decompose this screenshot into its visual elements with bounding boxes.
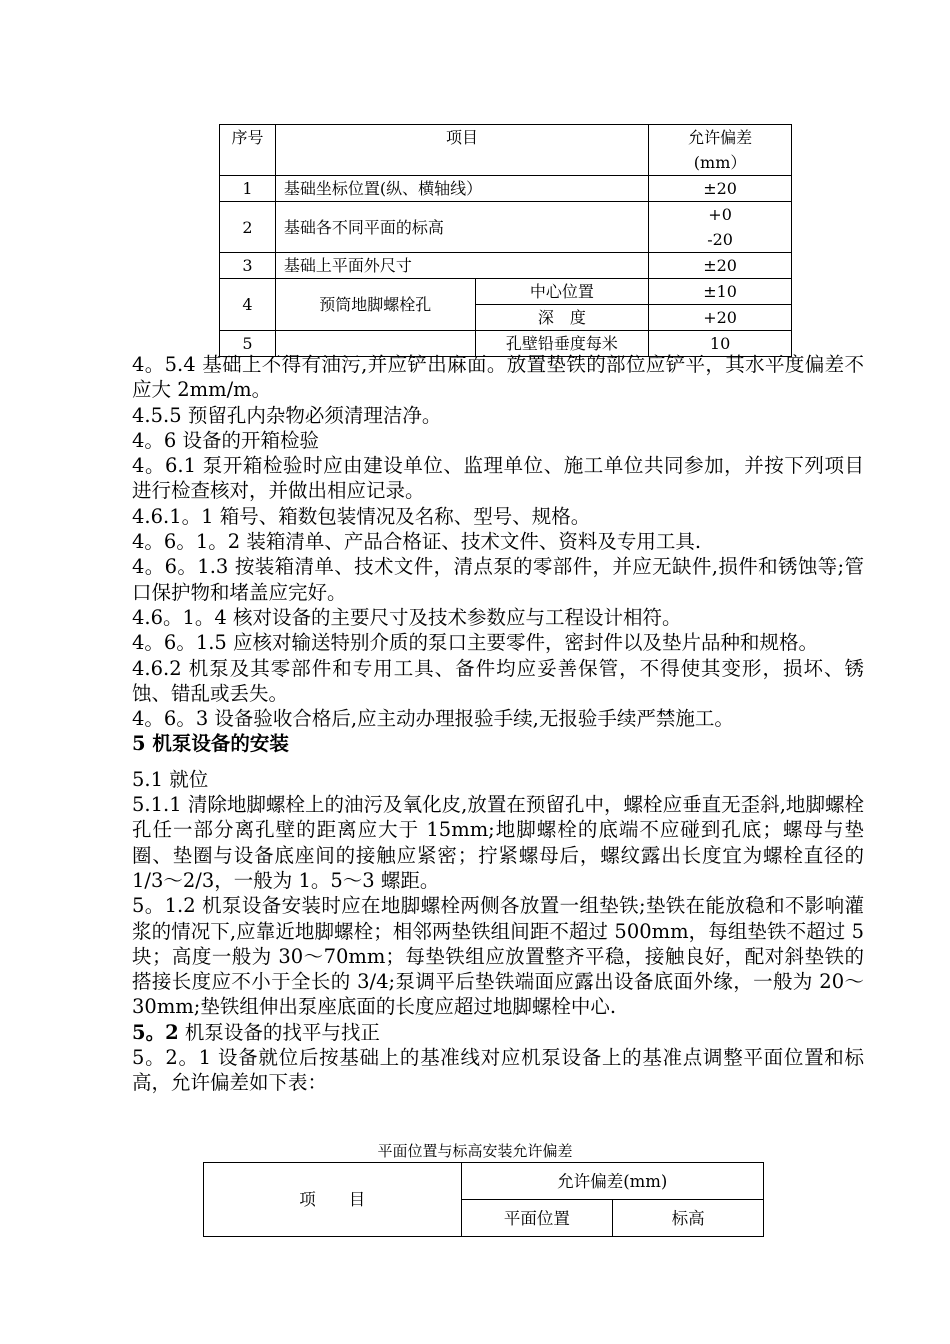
row-tolerance-lower: -20 — [707, 230, 733, 249]
row-no: 3 — [220, 253, 276, 279]
paragraph: 4.6.2 机泵及其零部件和专用工具、备件均应妥善保管，不得使其变形，损坏、锈蚀、错乱或丢失。 — [132, 656, 864, 705]
row-tolerance: ±20 — [649, 176, 792, 202]
row-no: 1 — [220, 176, 276, 202]
table-header-row — [204, 1163, 764, 1200]
row-item: 基础上平面外尺寸 — [275, 253, 648, 279]
header-no: 序号 — [220, 125, 276, 176]
row-subitem: 深 度 — [475, 305, 649, 331]
paragraph: 4。6.1 泵开箱检验时应由建设单位、监理单位、施工单位共同参加，并按下列项目进行检查核对，并做出相应记录。 — [132, 454, 864, 503]
table-row — [220, 176, 792, 202]
header-item: 项目 — [275, 125, 648, 176]
table-row — [220, 202, 792, 253]
row-tolerance: +20 — [649, 305, 792, 331]
header-tolerance-line1: 允许偏差 — [688, 128, 753, 147]
row-tolerance: ±10 — [649, 279, 792, 305]
header-tolerance — [649, 125, 792, 176]
table-row — [220, 279, 792, 305]
paragraph: 4。6。1.3 按装箱清单、技术文件，清点泵的零部件，并应无缺件,损件和锈蚀等;管口保护物和堵盖应完好。 — [132, 555, 864, 604]
body-text — [132, 352, 864, 1096]
table-caption: 平面位置与标高安装允许偏差 — [377, 1142, 573, 1160]
paragraph: 4。5.4 基础上不得有油污,并应铲出麻面。放置垫铁的部位应铲平，其水平度偏差不应大 2mm/m。 — [132, 353, 864, 402]
row-item: 基础各不同平面的标高 — [275, 202, 648, 253]
row-no: 4 — [220, 279, 276, 331]
paragraph: 5.1 就位 — [132, 767, 209, 791]
row-no: 2 — [220, 202, 276, 253]
subsection-heading — [132, 1020, 864, 1045]
row-item: 基础坐标位置(纵、横轴线） — [275, 176, 648, 202]
paragraph: 5。1.2 机泵设备安装时应在地脚螺栓两侧各放置一组垫铁;垫铁在能放稳和不影响灌浆的情况下,应靠近地脚螺栓；相邻两垫铁组间距不超过 500mm，每组垫铁不超过 5 块；高度一般为 30～70mm；每垫铁组应放置整齐平稳，接触良好，配对斜垫铁的搭接长度应不小于全长的 3/4;泵调平后垫铁端面应露出设备底面外缘，一般为 20～30mm;垫铁组伸出泵座底面的长度应超过地脚螺栓中心. — [132, 894, 864, 1019]
header-plane-position: 平面位置 — [461, 1200, 613, 1237]
paragraph: 5。2。1 设备就位后按基础上的基准线对应机泵设备上的基准点调整平面位置和标高，允许偏差如下表： — [132, 1046, 864, 1095]
row-tolerance: 10 — [649, 331, 792, 357]
section-heading: 5 机泵设备的安装 — [132, 732, 289, 756]
subsection-number: 5。2 — [132, 1020, 179, 1044]
row-tolerance: ±20 — [649, 253, 792, 279]
foundation-tolerance-table — [219, 124, 792, 357]
paragraph: 4。6。1。2 装箱清单、产品合格证、技术文件、资料及专用工具. — [132, 530, 702, 554]
row-tolerance-upper: +0 — [708, 205, 732, 224]
paragraph: 4.6。1。4 核对设备的主要尺寸及技术参数应与工程设计相符。 — [132, 605, 682, 629]
paragraph: 4.5.5 预留孔内杂物必须清理洁净。 — [132, 403, 442, 427]
subsection-title: 机泵设备的找平与找正 — [178, 1020, 380, 1044]
header-elevation: 标高 — [613, 1200, 764, 1237]
paragraph: 5.1.1 清除地脚螺栓上的油污及氧化皮,放置在预留孔中，螺栓应垂直无歪斜,地脚螺栓孔任一部分离孔壁的距离应大于 15mm;地脚螺栓的底端不应碰到孔底；螺母与垫圈、垫圈与设备底座间的接触应紧密；拧紧螺母后，螺纹露出长度宜为螺栓直径的 1/3～2/3，一般为 1。5～3 螺距。 — [132, 793, 864, 892]
header-item: 项 目 — [204, 1163, 462, 1237]
table-header-row — [220, 125, 792, 176]
header-tolerance: 允许偏差(mm) — [461, 1163, 763, 1200]
row-item: 预筒地脚螺栓孔 — [275, 279, 475, 331]
header-tolerance-line2: (mm） — [693, 153, 747, 172]
row-subitem: 中心位置 — [475, 279, 649, 305]
paragraph: 4。6。1.5 应核对输送特别介质的泵口主要零件，密封件以及垫片品种和规格。 — [132, 631, 819, 655]
table-row — [220, 253, 792, 279]
paragraph: 4.6.1。1 箱号、箱数包装情况及名称、型号、规格。 — [132, 504, 591, 528]
alignment-tolerance-table — [203, 1162, 764, 1237]
row-subitem: 孔壁铅垂度每米 — [475, 331, 649, 357]
row-no: 5 — [220, 331, 276, 357]
paragraph: 4。6 设备的开箱检验 — [132, 428, 320, 452]
row-tolerance — [649, 202, 792, 253]
paragraph: 4。6。3 设备验收合格后,应主动办理报验手续,无报验手续严禁施工。 — [132, 707, 734, 731]
